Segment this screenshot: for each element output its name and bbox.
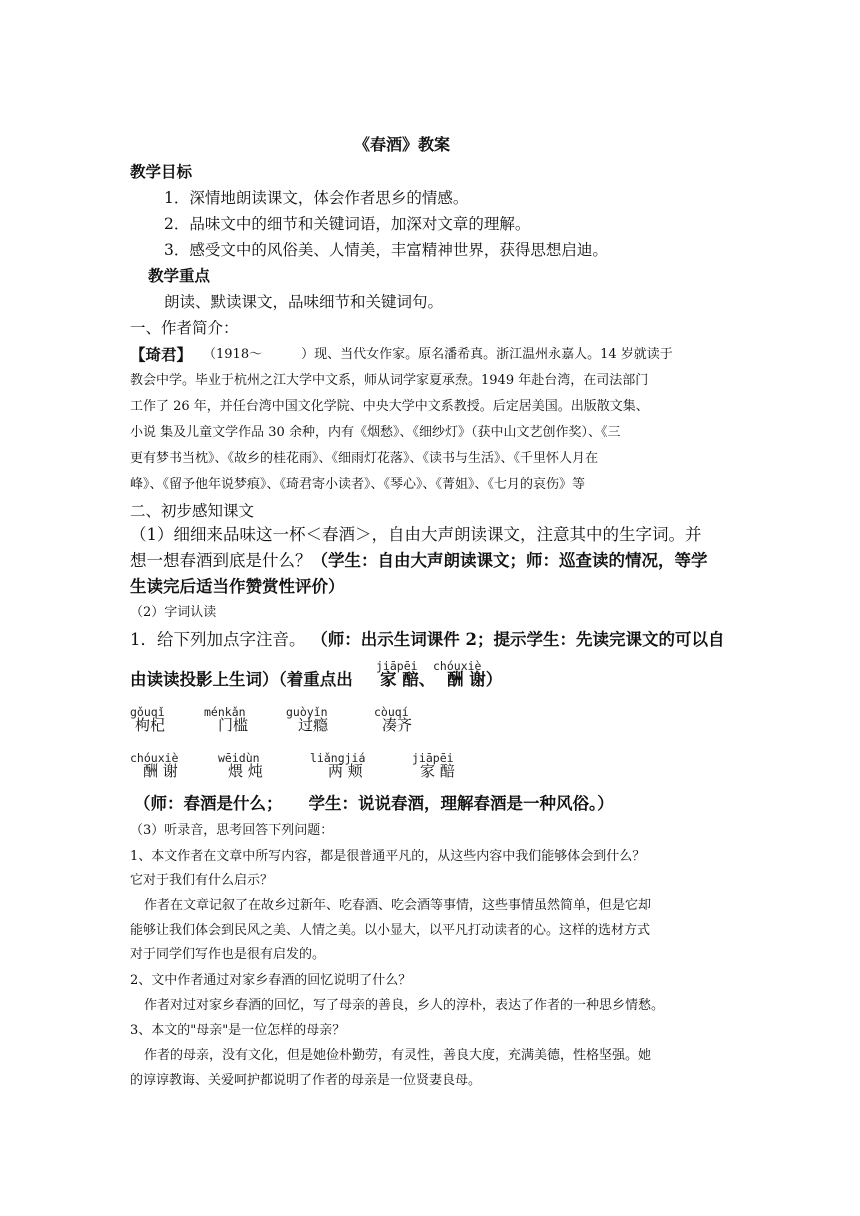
pinyin-label: gǒuqǐ [130, 705, 165, 719]
paragraph-1-question: 想一想春酒到底是什么？ [130, 551, 312, 570]
teacher-note-part: 学生：说说春酒，理解春酒是一种风俗。） [308, 794, 614, 813]
author-line: 更有梦书当枕》、《故乡的桂花雨》、《细雨灯花落》、《读书与生活》、《千里怀人月在 [130, 451, 599, 466]
document-title: 《春酒》教案 [354, 135, 451, 154]
goal-item: 1．深情地朗读课文，体会作者思乡的情感。 [164, 189, 469, 207]
vocab-word: 过瘾 [298, 716, 329, 734]
paragraph-3-heading: （3）听录音，思考回答下列问题： [130, 823, 334, 838]
author-name: 【琦君】 [130, 345, 193, 364]
pinyin-label: wēidùn [218, 751, 260, 765]
perceive-heading: 二、初步感知课文 [130, 502, 255, 520]
goal-item: 2．品味文中的细节和关键词语，加深对文章的理解。 [164, 215, 531, 233]
author-line: 教会中学。毕业于杭州之江大学中文系，师从词学家夏承焘。1949 年赴台湾，在司法部门 [130, 373, 649, 388]
item-1-line [130, 629, 724, 651]
question-3: 3、本文的"母亲"是一位怎样的母亲？ [130, 1023, 346, 1038]
teacher-note-part: （师：春酒是什么； [134, 794, 283, 813]
pinyin-label: ménkǎn [204, 705, 246, 719]
author-line: （1918～ ）现、当代女作家。原名潘希真。浙江温州永嘉人。14 岁就读于 [203, 347, 673, 362]
focus-text: 朗读、默读课文，品味细节和关键词句。 [164, 293, 444, 311]
answer-1-line: 对于同学们写作也是很有启发的。 [130, 947, 326, 962]
item-1-teacher-note: （师：出示生词课件 2；提示学生：先读完课文的可以自 [319, 630, 725, 649]
vocab-word-emphasis: 酬 谢） [447, 670, 503, 689]
vocab-word: 煨 炖 [228, 762, 263, 780]
vocab-word: 凑齐 [382, 716, 413, 734]
vocab-word: 酬 谢 [143, 762, 178, 780]
pinyin-label: liǎngjiá [310, 751, 366, 765]
pinyin-label: chóuxiè [130, 751, 179, 765]
paragraph-1-line: （1）细细来品味这一杯＜春酒＞，自由大声朗读课文，注意其中的生字词。并 [130, 525, 702, 544]
answer-1-line: 能够让我们体会到民风之美、人情之美。以小显大，以平凡打动读者的心。这样的选材方式 [130, 923, 651, 938]
answer-1-line: 作者在文章记叙了在故乡过新年、吃春酒、吃会酒等事情，这些事情虽然简单，但是它却 [144, 898, 652, 913]
paragraph-1-line [130, 550, 708, 572]
question-1-line: 它对于我们有什么启示？ [130, 873, 274, 888]
author-line: 峰》、《留予他年说梦痕》、《琦君寄小读者》、《琴心》、《菁姐》、《七月的哀伤》等 [130, 477, 586, 492]
pinyin-label: jiāpēi [412, 751, 454, 765]
pinyin-label: guòyǐn [286, 705, 328, 719]
answer-3-line: 的谆谆教诲、关爱呵护都说明了作者的母亲是一位贤妻良母。 [130, 1073, 482, 1088]
author-heading: 一、作者简介： [130, 319, 239, 337]
paragraph-2-heading: （2）字词认读 [130, 605, 217, 620]
focus-heading: 教学重点 [148, 266, 211, 285]
author-line: 小说 集及儿童文学作品 30 余种，内有《烟愁》、《细纱灯》（获中山文艺创作奖）、《三 [130, 425, 621, 440]
item-1-instruction: 1．给下列加点字注音。 [130, 630, 306, 649]
goals-heading: 教学目标 [130, 162, 193, 181]
paragraph-1-teacher-note-end: 生读完后适当作赞赏性评价） [130, 577, 345, 596]
goal-item: 3．感受文中的风俗美、人情美，丰富精神世界，获得思想启迪。 [164, 241, 608, 259]
vocab-word: 家 醅 [420, 762, 455, 780]
pinyin-label: jiāpēi [376, 659, 418, 673]
author-line: 工作了 26 年，并任台湾中国文化学院、中央大学中文系教授。后定居美国。出版散文集、 [130, 399, 649, 414]
vocab-word: 门槛 [218, 716, 249, 734]
answer-2: 作者对过对家乡春酒的回忆，写了母亲的善良，乡人的淳朴，表达了作者的一种思乡情愁。 [144, 998, 665, 1013]
pinyin-label: chóuxiè [433, 659, 482, 673]
answer-3-line: 作者的母亲，没有文化，但是她俭朴勤劳，有灵性，善良大度，充满美德，性格坚强。她 [144, 1048, 652, 1063]
vocab-word: 两 颊 [328, 762, 363, 780]
teacher-note [134, 793, 614, 815]
vocab-word-emphasis: 家 醅、 [380, 670, 436, 689]
question-2: 2、文中作者通过对家乡春酒的回忆说明了什么？ [130, 973, 412, 988]
paragraph-1-teacher-note: （学生：自由大声朗读课文；师：巡查读的情况，等学 [311, 551, 708, 570]
question-1-line: 1、本文作者在文章中所写内容，都是很普通平凡的，从这些内容中我们能够体会到什么？ [130, 849, 646, 864]
vocab-word: 枸杞 [135, 716, 166, 734]
pinyin-label: còuqí [374, 705, 409, 719]
item-1-line-2: 由读读投影上生词）（着重点出 [130, 670, 353, 689]
